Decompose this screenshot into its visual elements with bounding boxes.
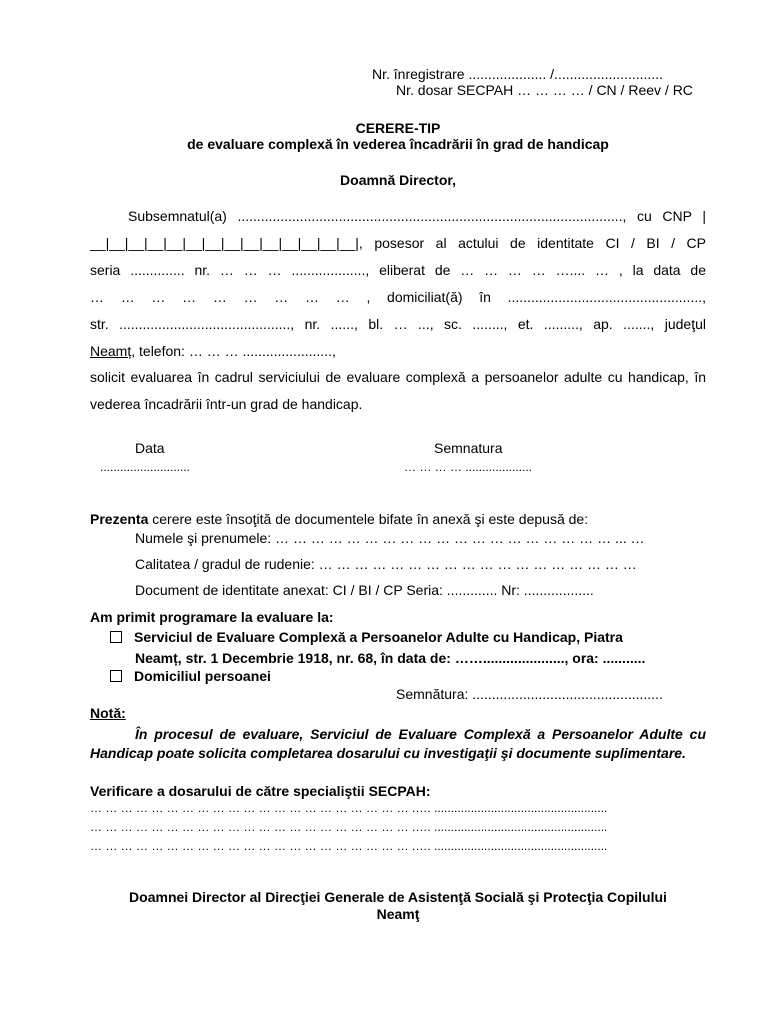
attachments-intro-text: cerere este însoţită de documentele bifate în anexă şi este depusă de: [148, 511, 589, 527]
note-label: Notă: [90, 705, 126, 721]
salutation: Doamnă Director, [340, 172, 456, 188]
applicant-name-line: Subsemnatul(a) ..................................................................................................., cu CNP | [128, 208, 706, 224]
appointment-signature-field: Semnătura: ................................................. [396, 686, 663, 702]
id-document-field: Document de identitate anexat: CI / BI / CP Seria: ............. Nr: .................. [135, 582, 594, 598]
secpah-option-address: Neamț, str. 1 Decembrie 1918, nr. 68, în data de: ……....................., ora: ........... [135, 650, 646, 666]
verification-line-2: … … … … … … … … … … … … … … … … … … … … … .…. .................................................... [90, 820, 608, 834]
secpah-option-label: Serviciul de Evaluare Complexă a Persoanelor Adulte cu Handicap, Piatra [134, 629, 623, 645]
verification-heading: Verificare a dosarului de către specialiştii SECPAH: [90, 783, 431, 799]
appointment-option-home [110, 668, 271, 684]
document-subtitle: de evaluare complexă în vederea încadrării în grad de handicap [187, 136, 609, 152]
attachments-intro [90, 511, 588, 527]
attachments-intro-bold: Prezenta [90, 511, 149, 527]
addressee-line-2: Neamţ [376, 906, 420, 922]
appointment-option-secpah [110, 629, 623, 645]
domicile-line: … … … … … … … … … , domiciliat(ă) în .................................................., [90, 289, 706, 305]
relation-field: Calitatea / gradul de rudenie: … … … … … … … … … … … … … … … … … … [135, 556, 637, 572]
signature-field: … … … … .................... [404, 460, 533, 474]
secpah-checkbox[interactable] [110, 631, 122, 643]
phone-field: , telefon: … … … ......................., [131, 343, 336, 359]
cnp-id-line: __|__|__|__|__|__|__|__|__|__|__|__|__|__|, posesor al actului de identitate CI / BI / CP [90, 235, 706, 251]
date-label: Data [135, 440, 165, 456]
id-series-line: seria .............. nr. … … … ..................., eliberat de … … … … ….... … , la data de [90, 262, 706, 278]
registration-number-field: Nr. înregistrare .................... /............................ [372, 66, 663, 82]
address-line: str. ............................................, nr. ......, bl. … ..., sc. ........, et. ........., ap. ......., judeţul [90, 316, 706, 332]
submitter-name-field: Numele şi prenumele: … … … … … … … … … … … … … … … … … … … ... … [135, 530, 645, 546]
date-field: ........................... [100, 460, 191, 474]
home-checkbox[interactable] [110, 670, 122, 682]
appointment-heading: Am primit programare la evaluare la: [90, 609, 334, 625]
verification-line-3: … … … … … … … … … … … … … … … … … … … … … .…. .................................................... [90, 839, 608, 853]
county-phone-line [90, 343, 336, 359]
addressee-line-1: Doamnei Director al Direcţiei Generale de Asistenţă Socială şi Protecţia Copilului [129, 889, 667, 905]
document-title: CERERE-TIP [355, 120, 441, 136]
note-text: În procesul de evaluare, Serviciul de Evaluare Complexă a Persoanelor Adulte cu Handicap poate solicita completarea dosarului cu investigaţii şi documente suplimentare. [90, 726, 706, 761]
verification-line-1: … … … … … … … … … … … … … … … … … … … … … .…. .................................................... [90, 801, 608, 815]
home-option-label: Domiciliul persoanei [134, 668, 271, 684]
county-name: Neamț [90, 343, 132, 359]
request-paragraph: solicit evaluarea în cadrul serviciului de evaluare complexă a persoanelor adulte cu handicap, în vederea încadrării într-un grad de handicap. [90, 369, 706, 412]
dossier-number-field: Nr. dosar SECPAH … … … … / CN / Reev / RC [396, 82, 693, 98]
signature-label: Semnatura [434, 440, 503, 456]
